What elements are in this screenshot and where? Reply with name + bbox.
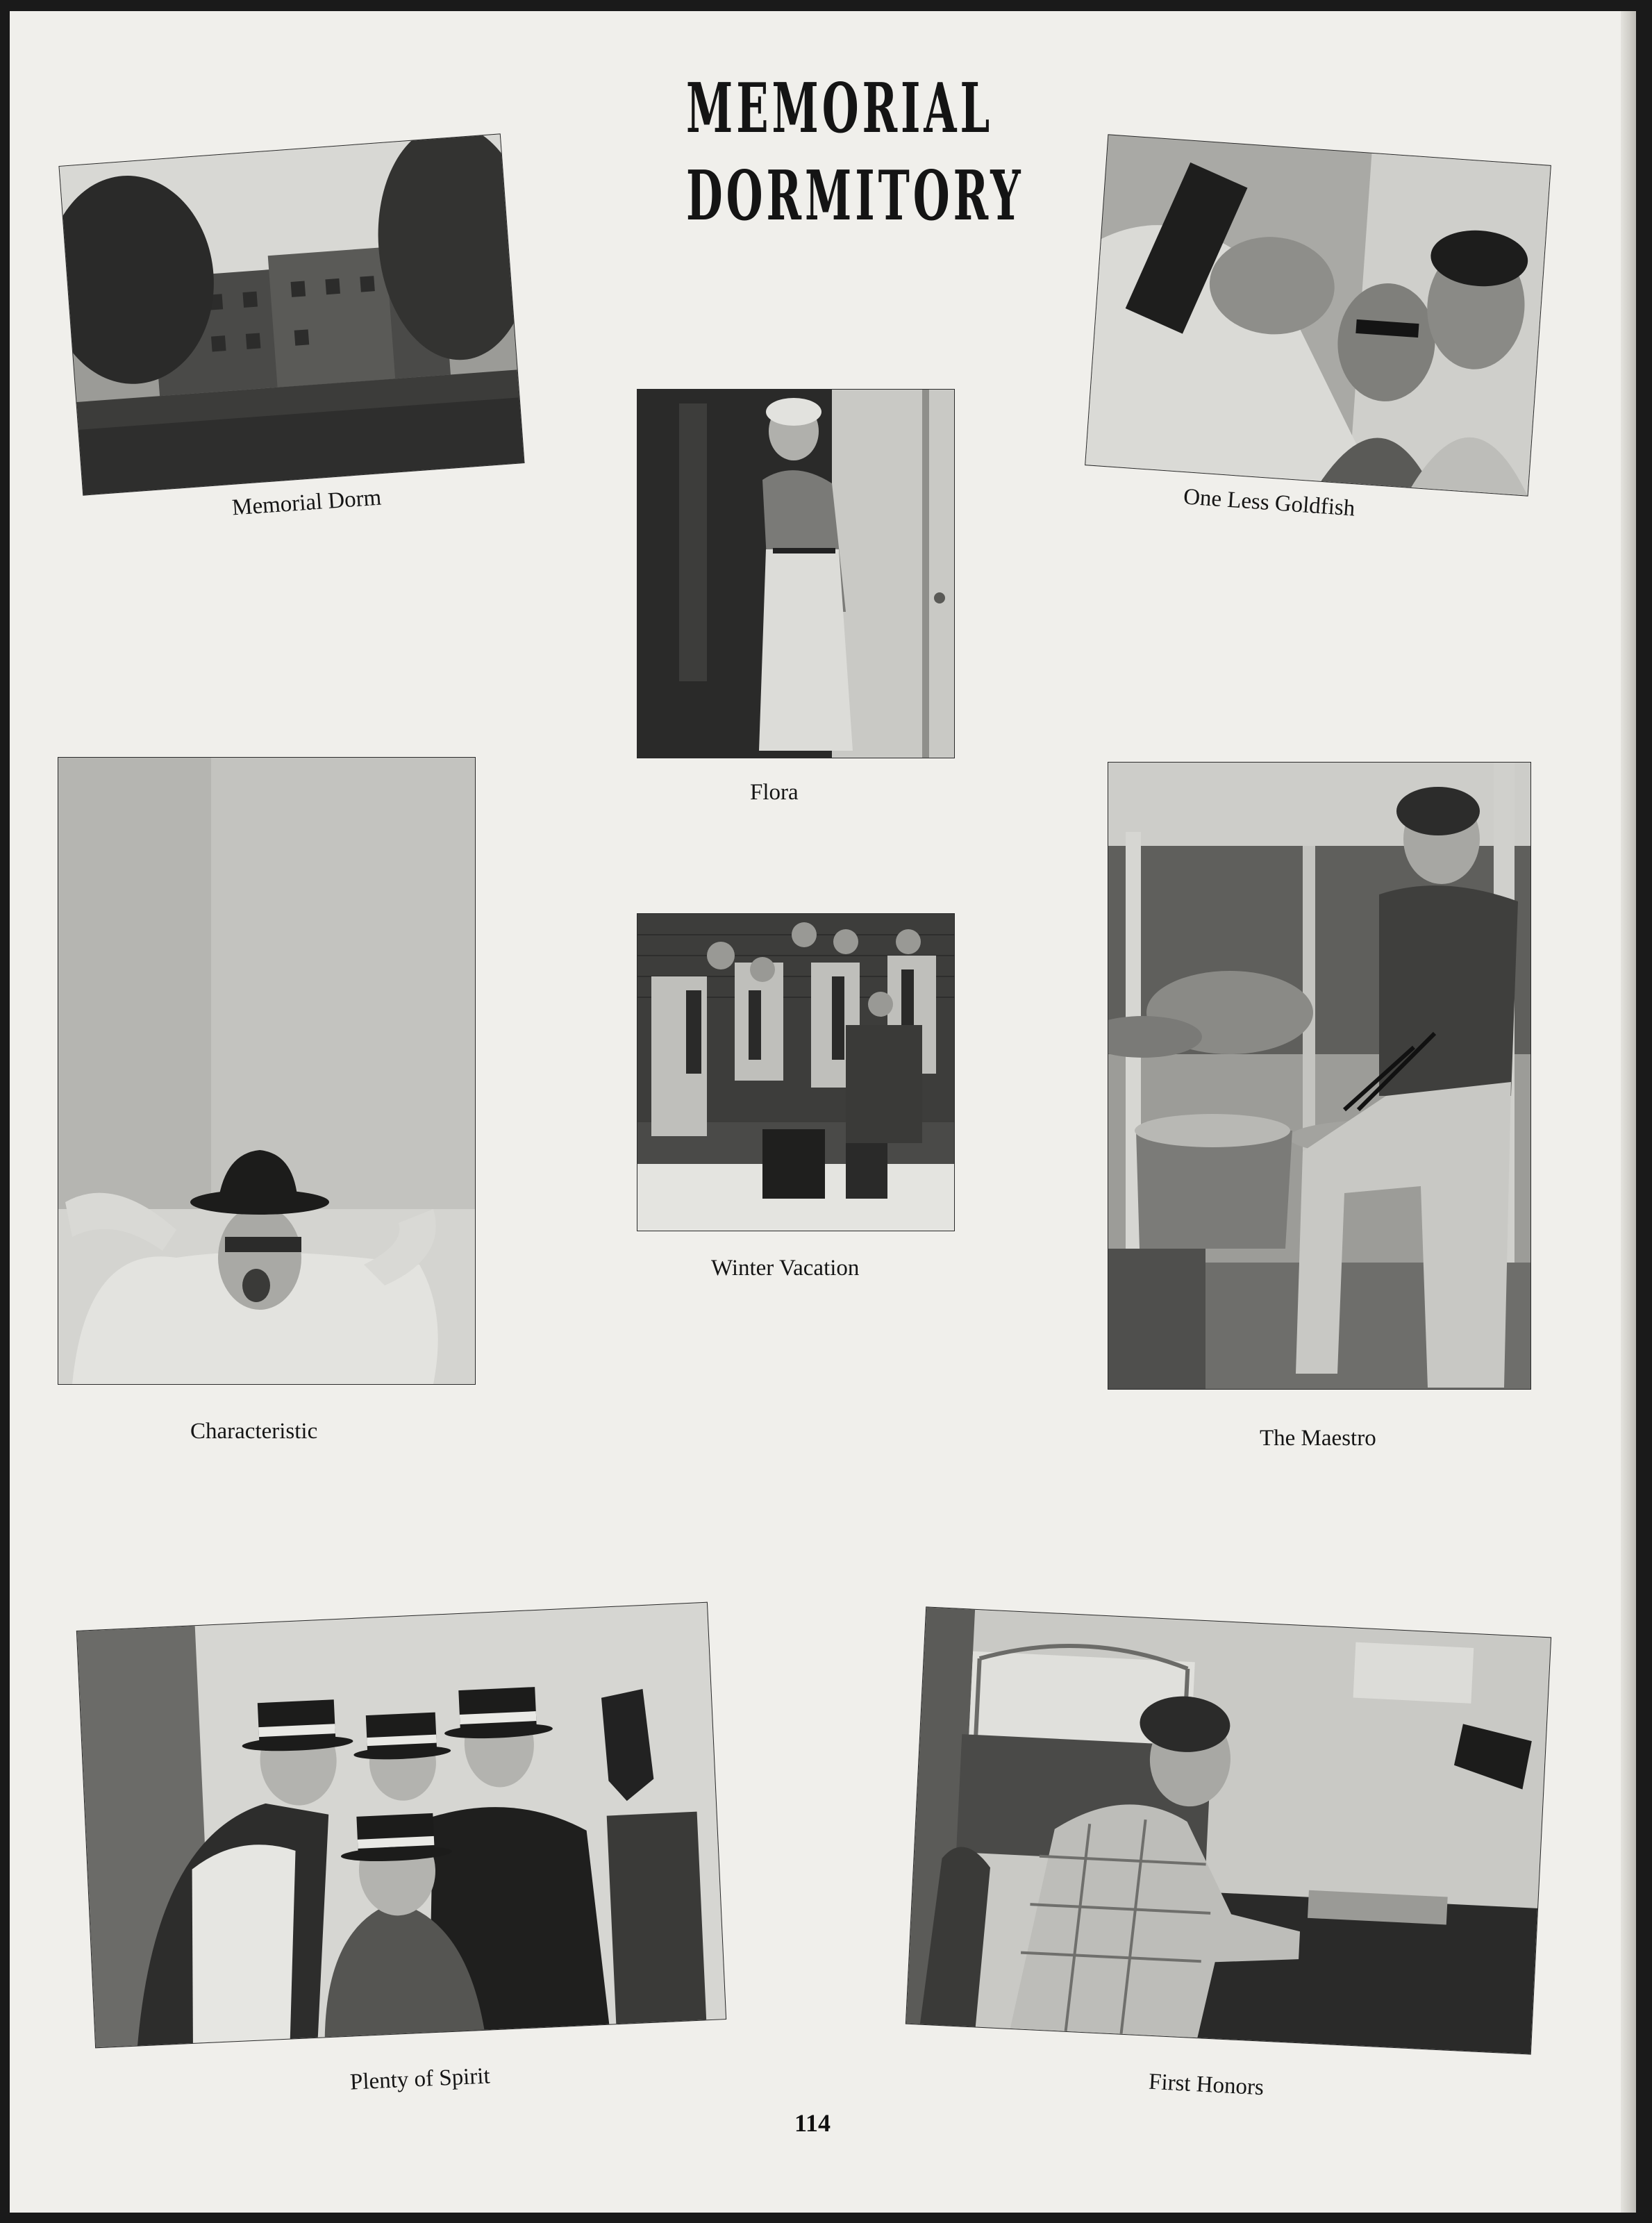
page-spine-edge	[1621, 11, 1636, 2213]
caption-plenty-of-spirit: Plenty of Spirit	[349, 2063, 491, 2095]
photo-the-maestro	[1108, 763, 1530, 1389]
photo-one-less-goldfish	[1085, 135, 1551, 495]
caption-first-honors: First Honors	[1148, 2069, 1265, 2101]
page-number: 114	[794, 2109, 831, 2137]
page-title-line-2: DORMITORY	[686, 156, 1024, 236]
photo-memorial-dorm	[59, 134, 524, 494]
photo-plenty-of-spirit	[77, 1603, 726, 2048]
caption-characteristic: Characteristic	[190, 1419, 318, 1444]
photo-first-honors	[906, 1607, 1551, 2054]
caption-memorial-dorm: Memorial Dorm	[231, 485, 383, 521]
caption-the-maestro: The Maestro	[1260, 1426, 1376, 1451]
page-title-line-1: MEMORIAL	[686, 69, 994, 149]
caption-winter-vacation: Winter Vacation	[711, 1256, 860, 1281]
photo-characteristic	[58, 758, 475, 1384]
photo-winter-vacation	[637, 914, 954, 1231]
yearbook-page	[10, 11, 1636, 2213]
photo-flora	[637, 390, 954, 758]
caption-flora: Flora	[750, 780, 799, 805]
caption-one-less-goldfish: One Less Goldfish	[1183, 484, 1356, 522]
